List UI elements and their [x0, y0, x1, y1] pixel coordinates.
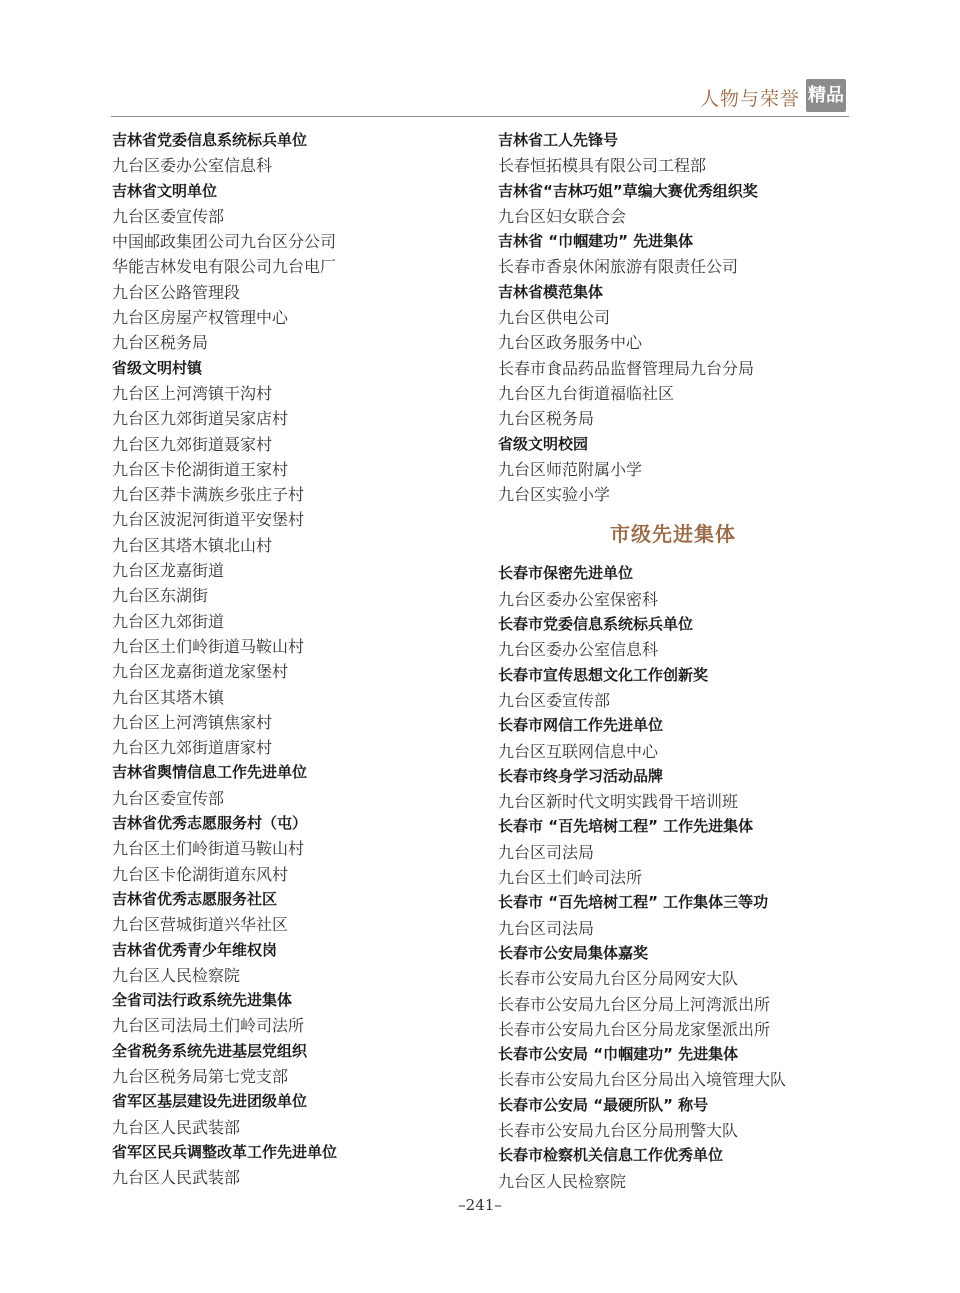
logo-text: 精品 — [808, 85, 844, 106]
award-recipient: 九台区税务局 — [498, 409, 595, 429]
award-recipient: 九台区土们岭司法所 — [498, 868, 643, 888]
award-recipient: 中国邮政集团公司九台区分公司 — [112, 232, 337, 252]
award-recipient: 九台区九郊街道 — [112, 611, 225, 631]
award-recipient: 九台区委办公室信息科 — [112, 156, 273, 176]
award-heading: 长春市公安局 “巾帼建功” 先进集体 — [498, 1045, 739, 1064]
award-heading: 长春市检察机关信息工作优秀单位 — [498, 1146, 724, 1165]
award-heading: 长春市公安局 “最硬所队” 称号 — [498, 1095, 709, 1114]
award-recipient: 九台区实验小学 — [498, 485, 611, 505]
award-recipient: 九台区委宣传部 — [112, 788, 225, 808]
award-recipient: 九台区委宣传部 — [498, 690, 611, 710]
award-recipient: 九台区委办公室保密科 — [498, 589, 659, 609]
award-heading: 吉林省优秀青少年维权岗 — [112, 940, 278, 959]
award-recipient: 长春市食品药品监督管理局九台分局 — [498, 358, 755, 378]
award-recipient: 九台区波泥河街道平安堡村 — [112, 510, 305, 530]
page-number: –241– — [458, 1196, 502, 1214]
logo — [806, 79, 846, 112]
award-heading: 长春市宣传思想文化工作创新奖 — [498, 665, 709, 684]
award-recipient: 长春市香泉休闲旅游有限责任公司 — [498, 257, 739, 277]
award-heading: 省军区民兵调整改革工作先进单位 — [112, 1142, 338, 1161]
award-recipient: 九台区公路管理段 — [112, 282, 241, 302]
award-recipient: 九台区卡伦湖街道东风村 — [112, 864, 289, 884]
award-heading: 吉林省“吉林巧姐”草编大赛优秀组织奖 — [498, 181, 758, 200]
award-heading: 长春市网信工作先进单位 — [498, 716, 664, 735]
award-recipient: 九台区九台街道福临社区 — [498, 383, 675, 403]
award-heading: 长春市公安局集体嘉奖 — [498, 943, 649, 962]
award-recipient: 九台区师范附属小学 — [498, 459, 643, 479]
award-recipient: 九台区东湖街 — [112, 586, 209, 606]
award-recipient: 九台区九郊街道聂家村 — [112, 434, 273, 454]
award-recipient: 九台区税务局第七党支部 — [112, 1066, 289, 1086]
award-recipient: 九台区人民武装部 — [112, 1117, 241, 1137]
award-recipient: 九台区卡伦湖街道王家村 — [112, 459, 289, 479]
award-recipient: 九台区莽卡满族乡张庄子村 — [112, 485, 305, 505]
header-title: 人物与荣誉 — [699, 88, 800, 110]
award-heading: 省级文明村镇 — [112, 358, 203, 377]
award-recipient: 九台区司法局土们岭司法所 — [112, 1016, 305, 1036]
award-recipient: 九台区龙嘉街道龙家堡村 — [112, 662, 289, 682]
award-recipient: 九台区其塔木镇 — [112, 687, 225, 707]
award-recipient: 九台区龙嘉街道 — [112, 561, 225, 581]
award-heading: 吉林省党委信息系统标兵单位 — [112, 131, 308, 149]
award-recipient: 长春市公安局九台区分局刑警大队 — [498, 1120, 739, 1140]
award-recipient: 九台区上河湾镇干沟村 — [112, 383, 273, 403]
award-heading: 长春市终身学习活动品牌 — [498, 766, 664, 785]
award-recipient: 九台区妇女联合会 — [498, 206, 627, 226]
award-heading: 吉林省工人先锋号 — [498, 131, 619, 149]
award-heading: 全省司法行政系统先进集体 — [112, 991, 293, 1010]
award-recipient: 九台区司法局 — [498, 842, 595, 862]
award-recipient: 九台区上河湾镇焦家村 — [112, 712, 273, 732]
section-title: 市级先进集体 — [610, 522, 736, 547]
award-recipient: 九台区房屋产权管理中心 — [112, 308, 289, 328]
award-heading: 省级文明校园 — [498, 434, 589, 453]
award-recipient: 九台区人民检察院 — [498, 1171, 627, 1191]
award-heading: 长春市保密先进单位 — [498, 564, 634, 583]
award-recipient: 九台区互联网信息中心 — [498, 741, 659, 761]
right-column — [498, 128, 858, 1194]
award-recipient: 九台区土们岭街道马鞍山村 — [112, 636, 305, 656]
award-recipient: 九台区营城街道兴华社区 — [112, 915, 289, 935]
award-recipient: 长春恒拓模具有限公司工程部 — [498, 156, 707, 176]
award-recipient: 九台区新时代文明实践骨干培训班 — [498, 792, 739, 812]
award-heading: 长春市党委信息系统标兵单位 — [498, 615, 694, 634]
award-recipient: 九台区税务局 — [112, 333, 209, 353]
award-recipient: 九台区九郊街道吴家店村 — [112, 409, 289, 429]
award-recipient: 九台区其塔木镇北山村 — [112, 535, 273, 555]
award-recipient: 九台区人民武装部 — [112, 1168, 241, 1188]
award-heading: 吉林省文明单位 — [112, 181, 218, 200]
award-recipient: 九台区供电公司 — [498, 308, 611, 328]
award-heading: 全省税务系统先进基层党组织 — [112, 1041, 308, 1060]
award-heading: 吉林省优秀志愿服务社区 — [112, 889, 278, 908]
award-heading: 省军区基层建设先进团级单位 — [112, 1092, 308, 1111]
header-rule — [111, 116, 849, 117]
award-heading: 长春市 “百先培树工程” 工作集体三等功 — [498, 893, 769, 912]
award-recipient: 九台区政务服务中心 — [498, 333, 643, 353]
award-heading: 吉林省舆情信息工作先进单位 — [112, 763, 308, 782]
award-recipient: 九台区人民检察院 — [112, 965, 241, 985]
award-recipient: 长春市公安局九台区分局上河湾派出所 — [498, 994, 771, 1014]
award-recipient: 九台区委宣传部 — [112, 206, 225, 226]
award-heading: 吉林省 “巾帼建功” 先进集体 — [498, 232, 694, 251]
award-heading: 吉林省模范集体 — [498, 282, 604, 301]
award-recipient: 长春市公安局九台区分局出入境管理大队 — [498, 1070, 787, 1090]
right-column-top — [498, 128, 858, 507]
award-recipient: 九台区九郊街道唐家村 — [112, 738, 273, 758]
award-recipient: 长春市公安局九台区分局龙家堡派出所 — [498, 1019, 771, 1039]
left-column — [112, 128, 492, 1190]
right-column-bottom — [498, 561, 858, 1193]
award-recipient: 华能吉林发电有限公司九台电厂 — [112, 257, 337, 277]
award-heading: 长春市 “百先培树工程” 工作先进集体 — [498, 817, 754, 836]
award-heading: 吉林省优秀志愿服务村（屯） — [112, 814, 308, 833]
award-recipient: 长春市公安局九台区分局网安大队 — [498, 969, 739, 989]
award-recipient: 九台区委办公室信息科 — [498, 640, 659, 660]
award-recipient: 九台区土们岭街道马鞍山村 — [112, 839, 305, 859]
award-recipient: 九台区司法局 — [498, 918, 595, 938]
